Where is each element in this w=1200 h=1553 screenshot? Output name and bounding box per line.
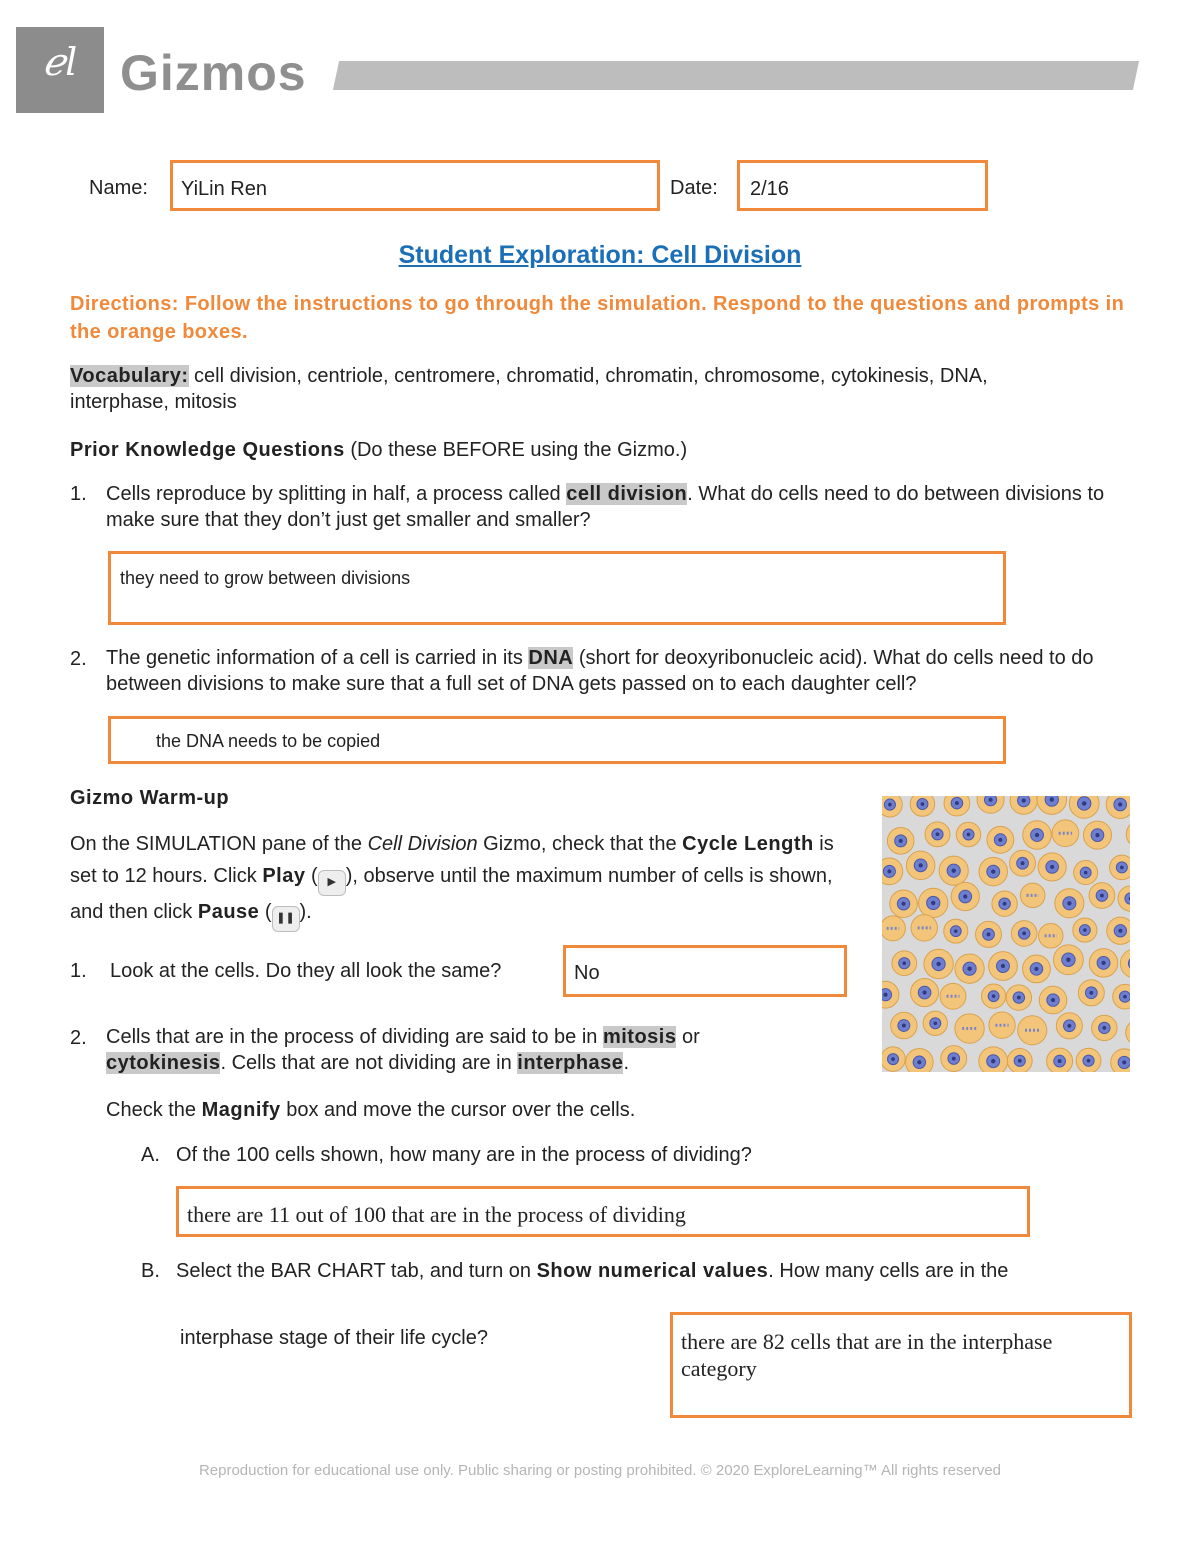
cell-icon — [891, 1012, 917, 1038]
cell-icon — [992, 891, 1017, 916]
pause-term: Pause — [197, 901, 260, 923]
cell-simulation-image — [882, 796, 1130, 1072]
cell-icon — [1111, 1049, 1130, 1072]
prior-q2-number: 2. — [70, 648, 87, 670]
cell-icon — [1018, 1016, 1047, 1045]
prior-q1-answer-box[interactable] — [108, 551, 1006, 625]
gizmo-name: Cell Division — [367, 833, 478, 855]
vocabulary — [70, 363, 1080, 415]
cell-icon — [911, 915, 937, 941]
cell-icon — [941, 1046, 967, 1072]
check-text-2: box and move the cursor over the cells. — [280, 1099, 636, 1121]
explorelearning-logo-icon: ℯl — [42, 40, 78, 84]
cell-icon — [939, 856, 968, 885]
warmup-q1-answer-box[interactable] — [563, 945, 847, 997]
cell-icon — [1052, 820, 1079, 847]
warmup-q2-t1: Cells that are in the process of dividing are said to be in — [106, 1026, 603, 1048]
cell-icon — [956, 822, 980, 846]
cell-icon — [1037, 796, 1067, 814]
prior-q2-answer-box[interactable] — [108, 716, 1006, 764]
cell-icon — [955, 1014, 984, 1043]
name-field[interactable] — [170, 160, 660, 211]
warmup-q2-t3: . Cells that are not dividing are in — [220, 1052, 518, 1074]
cell-icon — [1113, 984, 1130, 1009]
cell-icon — [1089, 883, 1115, 909]
warmup-p5: ), observe until the maximum number of cells is shown, and then click — [70, 865, 833, 923]
sub-q-b-t1: Select the BAR CHART tab, and turn on — [176, 1260, 537, 1282]
warmup-instructions — [70, 828, 860, 932]
cell-icon — [882, 858, 903, 885]
cell-icon — [925, 822, 950, 847]
name-label: Name: — [89, 177, 148, 199]
warmup-q1-number: 1. — [70, 960, 87, 982]
sub-q-a-text: Of the 100 cells shown, how many are in the process of dividing? — [176, 1144, 752, 1166]
cell-icon — [1038, 853, 1066, 881]
cell-icon — [924, 949, 953, 978]
cell-icon — [1076, 1048, 1101, 1072]
cell-icon — [1078, 980, 1104, 1006]
prior-heading-text: Prior Knowledge Questions — [70, 439, 345, 461]
cell-icon — [1006, 985, 1031, 1010]
cell-icon — [911, 979, 939, 1007]
cell-icon — [887, 828, 914, 855]
cell-icon — [890, 890, 918, 918]
play-term: Play — [262, 865, 306, 887]
term-cell-division: cell division — [566, 483, 688, 505]
term-mitosis: mitosis — [602, 1026, 677, 1048]
cell-icon — [940, 983, 966, 1009]
term-interphase: interphase — [517, 1052, 624, 1074]
prior-q1-after: . What do cells need to do between divisions to make sure that they don’t just get smaller and smaller? — [106, 483, 1105, 531]
check-text-1: Check the — [106, 1099, 202, 1121]
cell-icon — [1023, 821, 1052, 850]
prior-q2-text — [106, 645, 1126, 697]
cell-icon — [951, 882, 979, 910]
cell-icon — [882, 981, 899, 1008]
warmup-q2-text — [106, 1024, 806, 1076]
cell-icon — [1039, 924, 1063, 948]
sub-q-a-answer-box[interactable] — [176, 1186, 1030, 1237]
cell-icon — [1106, 796, 1130, 819]
sub-q-a-answer: there are 11 out of 100 that are in the process of dividing — [187, 1202, 686, 1227]
cell-icon — [892, 951, 917, 976]
play-icon: ▶ — [318, 870, 346, 896]
cell-icon — [976, 921, 1002, 947]
warmup-q2-t4: . — [623, 1052, 629, 1074]
cell-icon — [910, 796, 934, 816]
cell-icon — [989, 952, 1018, 981]
cell-icon — [989, 1012, 1015, 1038]
cycle-length-term: Cycle Length — [682, 833, 814, 855]
show-numerical-values-term: Show numerical values — [536, 1260, 769, 1282]
cell-icon — [1039, 986, 1067, 1014]
cell-icon — [1074, 861, 1098, 885]
sub-q-b-answer-box[interactable] — [670, 1312, 1132, 1418]
warmup-q2-number: 2. — [70, 1027, 87, 1049]
cell-icon — [906, 1048, 934, 1072]
warmup-q2-t2: or — [676, 1026, 700, 1048]
warmup-p4: ( — [305, 865, 318, 887]
cell-icon — [1010, 796, 1037, 814]
vocabulary-label: Vocabulary: — [70, 365, 189, 387]
cell-icon — [981, 984, 1005, 1008]
cell-icon — [882, 1047, 905, 1072]
cell-icon — [923, 1011, 947, 1035]
warmup-p7: ). — [299, 901, 312, 923]
cell-icon — [955, 954, 984, 983]
prior-q2-after: (short for deoxyribonucleic acid). What do cells need to do between divisions to make sure that a full set of DNA gets passed on to each daughter cell? — [106, 647, 1094, 695]
magnify-instruction — [106, 1097, 635, 1123]
prior-q2-answer: the DNA needs to be copied — [156, 731, 381, 751]
cell-icon — [979, 857, 1007, 885]
prior-q1-before: Cells reproduce by splitting in half, a process called — [106, 483, 567, 505]
cell-icon — [1056, 1013, 1082, 1039]
brand-name: Gizmos — [120, 45, 307, 101]
warmup-p2: Gizmo, check that the — [477, 833, 683, 855]
cell-icon — [1120, 949, 1130, 978]
prior-q1-text — [106, 481, 1106, 533]
cell-icon — [979, 1047, 1008, 1072]
pause-icon: ❚❚ — [272, 906, 300, 932]
vocabulary-terms: cell division, centriole, centromere, chromatid, chromatin, chromosome, cytokinesis, DNA, interphase, mitosis — [70, 365, 988, 413]
sub-q-a-letter: A. — [141, 1144, 160, 1166]
footer-copyright: Reproduction for educational use only. Public sharing or posting prohibited. © 2020 ExploreLearning™ All rights reserved — [198, 1462, 1002, 1479]
cell-icon — [1055, 889, 1084, 918]
cell-icon — [1069, 796, 1099, 818]
sub-q-b-t2: . How many cells are in the — [768, 1260, 1009, 1282]
cell-icon — [906, 851, 934, 879]
cell-icon — [1011, 921, 1037, 947]
cell-icon — [1083, 821, 1111, 849]
name-value: YiLin Ren — [181, 178, 267, 200]
warmup-p1: On the SIMULATION pane of the — [70, 833, 368, 855]
cell-icon — [1010, 850, 1036, 876]
warmup-heading: Gizmo Warm-up — [70, 787, 230, 809]
sub-q-b-text-2: interphase stage of their life cycle? — [180, 1327, 488, 1349]
cell-icon — [1092, 1015, 1117, 1040]
prior-q2-before: The genetic information of a cell is carried in its — [106, 647, 529, 669]
warmup-q1-text: Look at the cells. Do they all look the same? — [110, 960, 502, 982]
prior-q1-number: 1. — [70, 483, 87, 505]
cell-icon — [1126, 1019, 1130, 1045]
date-label: Date: — [670, 177, 718, 199]
cell-icon — [1053, 945, 1083, 975]
date-value: 2/16 — [750, 178, 789, 200]
prior-q1-answer: they need to grow between divisions — [120, 568, 411, 588]
cell-icon — [919, 888, 948, 917]
cell-icon — [1073, 918, 1097, 942]
directions-text: Directions: Follow the instructions to go through the simulation. Respond to the questions and prompts in the orange boxes. — [70, 293, 1125, 343]
sub-q-b-text — [176, 1258, 1008, 1284]
term-dna: DNA — [528, 647, 574, 669]
cell-icon — [987, 826, 1014, 853]
cell-icon — [1047, 1048, 1073, 1072]
warmup-p3: is set to 12 hours. Click — [70, 833, 834, 887]
sub-q-b-answer: there are 82 cells that are in the interphase category — [681, 1329, 1053, 1381]
magnify-term: Magnify — [201, 1099, 281, 1121]
cell-icon — [977, 796, 1004, 813]
cell-icon — [1107, 917, 1130, 944]
warmup-q1-answer: No — [574, 962, 600, 984]
sub-q-b-letter: B. — [141, 1260, 160, 1282]
cell-icon — [1110, 855, 1130, 880]
cell-icon — [1118, 886, 1130, 911]
page-title: Student Exploration: Cell Division — [398, 241, 802, 269]
prior-knowledge-heading — [70, 437, 687, 463]
cells-illustration — [882, 796, 1130, 1072]
date-field[interactable] — [737, 160, 988, 211]
term-cytokinesis: cytokinesis — [106, 1052, 221, 1074]
prior-heading-note: (Do these BEFORE using the Gizmo.) — [344, 439, 688, 461]
warmup-p6: ( — [259, 901, 272, 923]
cell-icon — [882, 796, 902, 817]
cell-icon — [882, 916, 905, 941]
cell-icon — [1007, 1048, 1032, 1072]
cell-icon — [944, 796, 970, 816]
cell-icon — [1023, 955, 1051, 983]
cell-icon — [1126, 821, 1130, 848]
cell-icon — [1020, 883, 1044, 907]
cell-icon — [944, 919, 968, 943]
cell-icon — [1089, 949, 1118, 978]
header-band — [333, 61, 1139, 90]
